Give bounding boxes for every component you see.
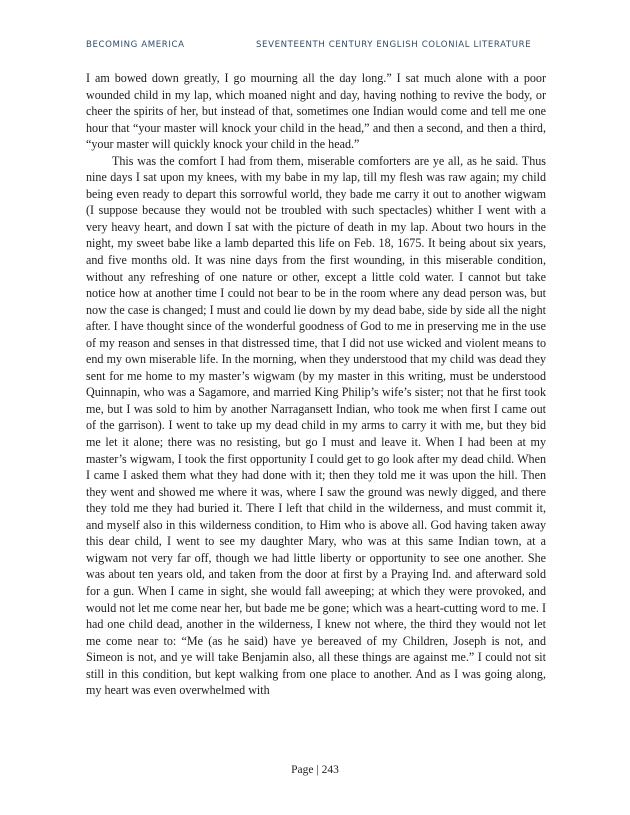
body-text [86,70,546,699]
paragraph-main: This was the comfort I had from them, miserable comforters are ye all, as he said. Thus nine days I sat upon my knees, with my babe in my lap, till my flesh was raw again; my child being even ready to depart this sorrowful world, they bade me carry it out to another wigwam (I suppose because they would not be troubled with such spectacles) whither I went with a very heavy heart, and down I sat with the picture of death in my lap. About two hours in the night, my sweet babe like a lamb departed this life on Feb. 18, 1675. It being about six years, and five months old. It was nine days from the first wounding, in this miserable condition, without any refreshing of one nature or other, except a little cold water. I cannot but take notice how at another time I could not bear to be in the room where any dead person was, but now the case is changed; I must and could lie down by my dead babe, side by side all the night after. I have thought since of the wonderful goodness of God to me in preserving me in the use of my reason and senses in that distressed time, that I did not use wicked and violent means to end my own miserable life. In the morning, when they understood that my child was dead they sent for me home to my master’s wigwam (by my master in this writing, must be understood Quinnapin, who was a Sagamore, and married King Philip’s wife’s sister; not that he first took me, but I was sold to him by another Narragansett Indian, who took me when first I came out of the garrison). I went to take up my dead child in my arms to carry it with me, but they bid me let it alone; there was no resisting, but go I must and leave it. When I had been at my master’s wigwam, I took the first opportunity I could get to go look after my dead child. When I came I asked them what they had done with it; then they told me it was upon the hill. Then they went and showed me where it was, where I saw the ground was newly digged, and there they told me they had buried it. There I left that child in the wilderness, and must commit it, and myself also in this wilderness condition, to Him who is above all. God having taken away this dear child, I went to see my daughter Mary, who was at this same Indian town, at a wigwam not very far off, though we had little liberty or opportunity to see one another. She was about ten years old, and taken from the door at first by a Praying Ind. and afterward sold for a gun. When I came in sight, she would fall aweeping; at which they were provoked, and would not let me come near her, but bade me be gone; which was a heart-cutting word to me. I had one child dead, another in the wilderness, I knew not where, the third they would not let me come near to: “Me (as he said) have ye bereaved of my Children, Joseph is not, and Simeon is not, and ye will take Benjamin also, all these things are against me.” I could not sit still in this condition, but kept walking from one place to another. And as I was going along, my heart was even overwhelmed with [86,153,546,698]
running-header [86,40,546,54]
header-book-title: BECOMING AMERICA [86,40,185,50]
paragraph-continued: I am bowed down greatly, I go mourning all the day long.” I sat much alone with a poor wounded child in my lap, which moaned night and day, having nothing to revive the body, or cheer the spirits of her, but instead of that, sometimes one Indian would come and tell me one hour that “your master will knock your child in the head,” and then a second, and then a third, “your master will quickly knock your child in the head.” [86,71,546,152]
header-section-title: SEVENTEENTH CENTURY ENGLISH COLONIAL LITERATURE [256,40,532,50]
page-number: Page | 243 [291,764,339,776]
